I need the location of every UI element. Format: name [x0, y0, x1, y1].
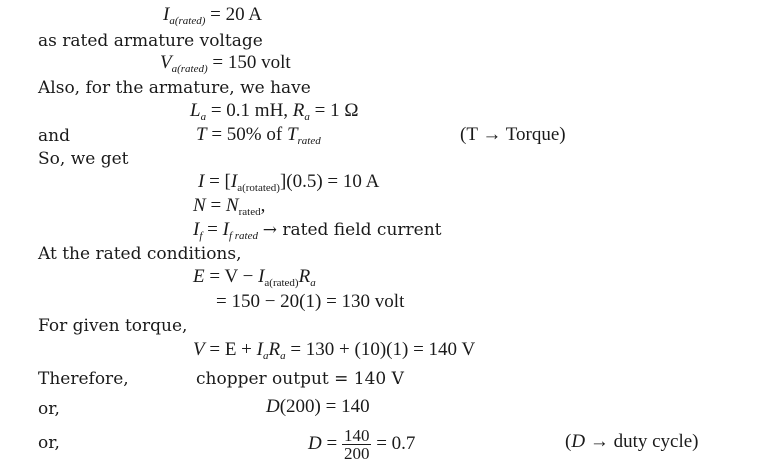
torque-equation — [196, 124, 321, 146]
emf-lhs: E — [193, 266, 205, 287]
field-lhs: I — [193, 219, 200, 240]
duty-result-lhs: D — [308, 433, 322, 454]
speed-equation — [193, 195, 265, 217]
inductance-subscript: a — [200, 111, 207, 123]
current-subscript: a(rated) — [169, 15, 206, 27]
duty-cycle-result-equation — [308, 424, 415, 464]
duty-cycle-lhs: D — [266, 396, 280, 417]
note-duty-symbol: D — [571, 431, 586, 452]
duty-fraction — [342, 427, 372, 462]
fraction-denominator: 200 — [343, 444, 370, 464]
fraction-numerator: 140 — [343, 426, 370, 446]
torque-symbol: T — [196, 124, 207, 145]
speed-eq: = — [210, 195, 222, 216]
speed-tail: , — [260, 195, 266, 216]
duty-cycle-equation — [266, 396, 370, 418]
duty-cycle-note — [565, 431, 699, 453]
torque-percent: = 50% of — [211, 124, 283, 145]
label-or-1: or, — [38, 399, 60, 419]
voltage-subscript: a(rated) — [171, 63, 208, 75]
note-open-paren: ( — [565, 431, 572, 452]
label-or-2: or, — [38, 433, 60, 453]
speed-lhs: N — [193, 195, 206, 216]
emf-equation — [193, 266, 316, 288]
chopper-output-line: chopper output = 140 V — [196, 369, 404, 389]
resistance-subscript: a — [304, 111, 310, 123]
current-calc-equation — [198, 171, 379, 193]
torque-note: (T → Torque) — [460, 124, 566, 145]
current-inner-subscript: a(rotated) — [237, 182, 280, 194]
emf-resistance-subscript: a — [310, 277, 316, 289]
field-note: → rated field current — [262, 220, 442, 240]
emf-resistance-symbol: R — [298, 266, 311, 287]
duty-result-eq: = — [326, 433, 338, 454]
emf-result: = 150 − 20(1) = 130 volt — [216, 291, 405, 312]
inductance-symbol: L — [190, 100, 201, 121]
speed-symbol: N — [225, 195, 239, 216]
voltage-calc-current: I — [256, 339, 263, 360]
current-result: ](0.5) = 10 A — [279, 171, 380, 192]
inductance-value: = 0.1 mH, — [210, 100, 289, 121]
resistance-value: = 1 Ω — [314, 100, 359, 121]
text-line-rated-conditions: At the rated conditions, — [38, 244, 242, 264]
label-and: and — [38, 126, 70, 146]
current-value: = 20 A — [210, 4, 263, 25]
voltage-calc-resistance-sub: a — [280, 350, 286, 362]
current-eq-open: = [ — [209, 171, 231, 192]
voltage-calc-lhs: V — [193, 339, 205, 360]
duty-cycle-rhs: (200) = 140 — [279, 396, 370, 417]
resistance-symbol: R — [292, 100, 305, 121]
field-eq: = — [207, 219, 218, 240]
field-lhs-subscript: f — [199, 230, 203, 242]
voltage-calc-resistance: R — [268, 339, 281, 360]
inductance-resistance-equation — [190, 100, 359, 122]
emf-eq: = V − — [209, 266, 259, 287]
voltage-calc-result: = 130 + (10)(1) = 140 V — [290, 339, 476, 360]
label-therefore: Therefore, — [38, 369, 129, 389]
current-inner-symbol: I — [230, 171, 238, 192]
emf-current-subscript: a(rated) — [264, 277, 299, 289]
current-symbol: I — [163, 4, 170, 25]
text-line-given-torque: For given torque, — [38, 316, 188, 336]
rated-torque-subscript: rated — [297, 135, 321, 147]
current-lhs: I — [198, 171, 205, 192]
voltage-value: = 150 volt — [212, 52, 291, 73]
field-symbol: I — [222, 219, 229, 240]
duty-result-value: = 0.7 — [376, 433, 416, 454]
field-subscript: f rated — [228, 230, 258, 242]
rated-torque-symbol: T — [286, 124, 298, 145]
text-line-armature: Also, for the armature, we have — [38, 78, 311, 98]
voltage-symbol: V — [160, 52, 172, 73]
rated-voltage-equation — [160, 52, 291, 74]
voltage-calc-equation — [193, 339, 475, 361]
speed-subscript: rated — [238, 206, 261, 218]
emf-current-symbol: I — [258, 266, 265, 287]
voltage-calc-eq: = E + — [209, 339, 257, 360]
text-line-rated-voltage: as rated armature voltage — [38, 31, 263, 51]
field-current-equation — [193, 219, 442, 241]
text-line-so-we-get: So, we get — [38, 149, 129, 169]
voltage-calc-current-sub: a — [262, 350, 269, 362]
note-duty-text: → duty cycle) — [589, 431, 699, 452]
rated-current-equation — [163, 4, 262, 26]
